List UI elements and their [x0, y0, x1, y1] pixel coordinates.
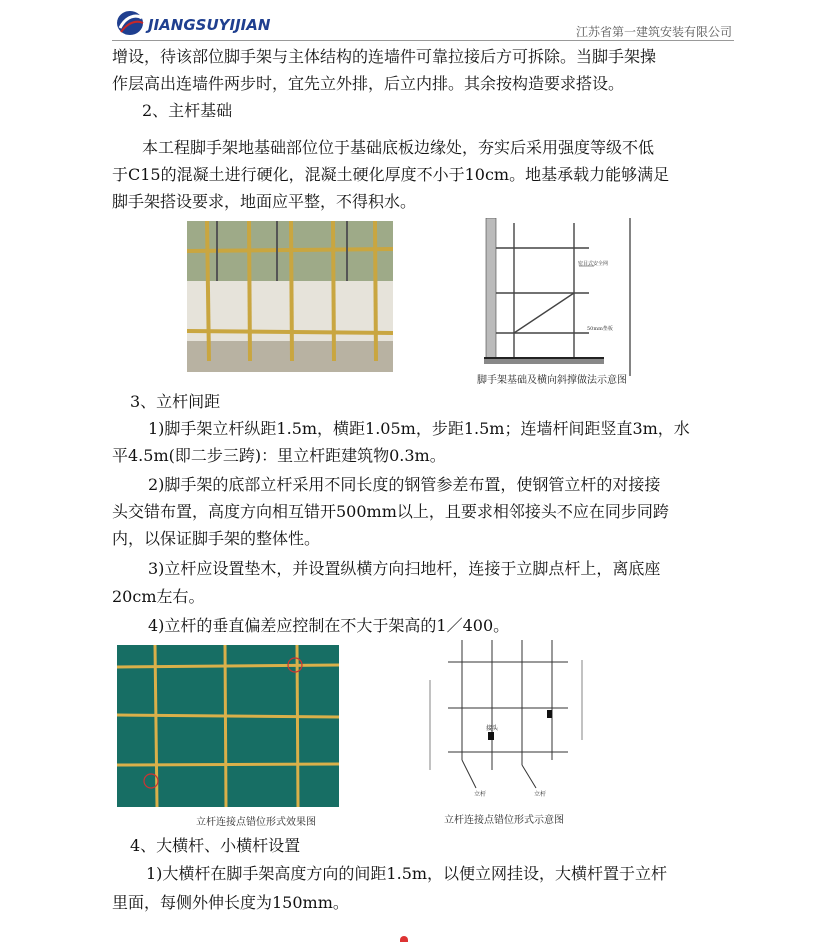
- pole-joint-diagram: [418, 640, 600, 808]
- paragraph-line: 2)脚手架的底部立杆采用不同长度的钢管参差布置，使钢管立杆的对接接: [148, 475, 661, 494]
- figure-caption: 脚手架基础及横向斜撑做法示意图: [477, 375, 627, 386]
- paragraph-line: 平4.5m(即二步三跨)：里立杆距建筑物0.3m。: [112, 446, 446, 465]
- logo-text: JIANGSUYIJIAN: [148, 16, 271, 34]
- paragraph-line: 脚手架搭设要求，地面应平整，不得积水。: [112, 192, 417, 211]
- section-heading-4: 4、大横杆、小横杆设置: [130, 836, 301, 855]
- header-company-name: 江苏省第一建筑安装有限公司: [575, 25, 732, 39]
- scaffold-base-photo: [187, 221, 393, 372]
- paragraph-line: 1)脚手架立杆纵距1.5m，横距1.05m，步距1.5m；连墙杆间距竖直3m，水: [148, 419, 690, 438]
- paragraph-line: 20cm左右。: [112, 587, 205, 606]
- paragraph-line: 里面，每侧外伸长度为150mm。: [112, 893, 349, 912]
- joint-marker: [488, 732, 494, 740]
- section-heading-2: 2、主杆基础: [142, 101, 233, 120]
- joint-marker: [547, 710, 552, 718]
- scaffold-base-diagram: [474, 218, 636, 386]
- paragraph-line: 1)大横杆在脚手架高度方向的间距1.5m，以便立网挂设，大横杆置于立杆: [146, 864, 668, 883]
- label-safety-net: 密目式安全网: [578, 261, 609, 267]
- label-joint: 接头: [486, 725, 499, 732]
- page-edge-mark: [400, 936, 408, 942]
- paragraph-line: 本工程脚手架地基础部位位于基础底板边缘处，夯实后采用强度等级不低: [142, 138, 655, 157]
- paragraph-line: 4)立杆的垂直偏差应控制在不大于架高的1／400。: [148, 616, 510, 635]
- figure-caption: 立杆连接点错位形式示意图: [444, 815, 564, 826]
- label-pole: 立杆: [534, 791, 547, 798]
- paragraph-line: 于C15的混凝土进行硬化，混凝土硬化厚度不小于10cm。地基承载力能够满足: [112, 165, 670, 184]
- section-heading-3: 3、立杆间距: [130, 392, 221, 411]
- paragraph-line: 内，以保证脚手架的整体性。: [112, 529, 321, 548]
- paragraph-line: 头交错布置，高度方向相互错开500mm以上，且要求相邻接头不应在同步同跨: [112, 502, 669, 521]
- paragraph-line: 增设，待该部位脚手架与主体结构的连墙件可靠拉接后方可拆除。当脚手架操: [112, 47, 657, 66]
- label-pad: 50mm垫板: [587, 326, 613, 332]
- figure-caption: 立杆连接点错位形式效果图: [196, 817, 316, 828]
- label-pole: 立杆: [474, 791, 487, 798]
- pole-joint-photo: [117, 645, 339, 807]
- paragraph-line: 作层高出连墙件两步时，宜先立外排，后立内排。其余按构造要求搭设。: [112, 74, 625, 93]
- header-divider: [112, 40, 734, 41]
- paragraph-line: 3)立杆应设置垫木，并设置纵横方向扫地杆，连接于立脚点杆上，离底座: [148, 559, 661, 578]
- company-logo: [112, 6, 282, 40]
